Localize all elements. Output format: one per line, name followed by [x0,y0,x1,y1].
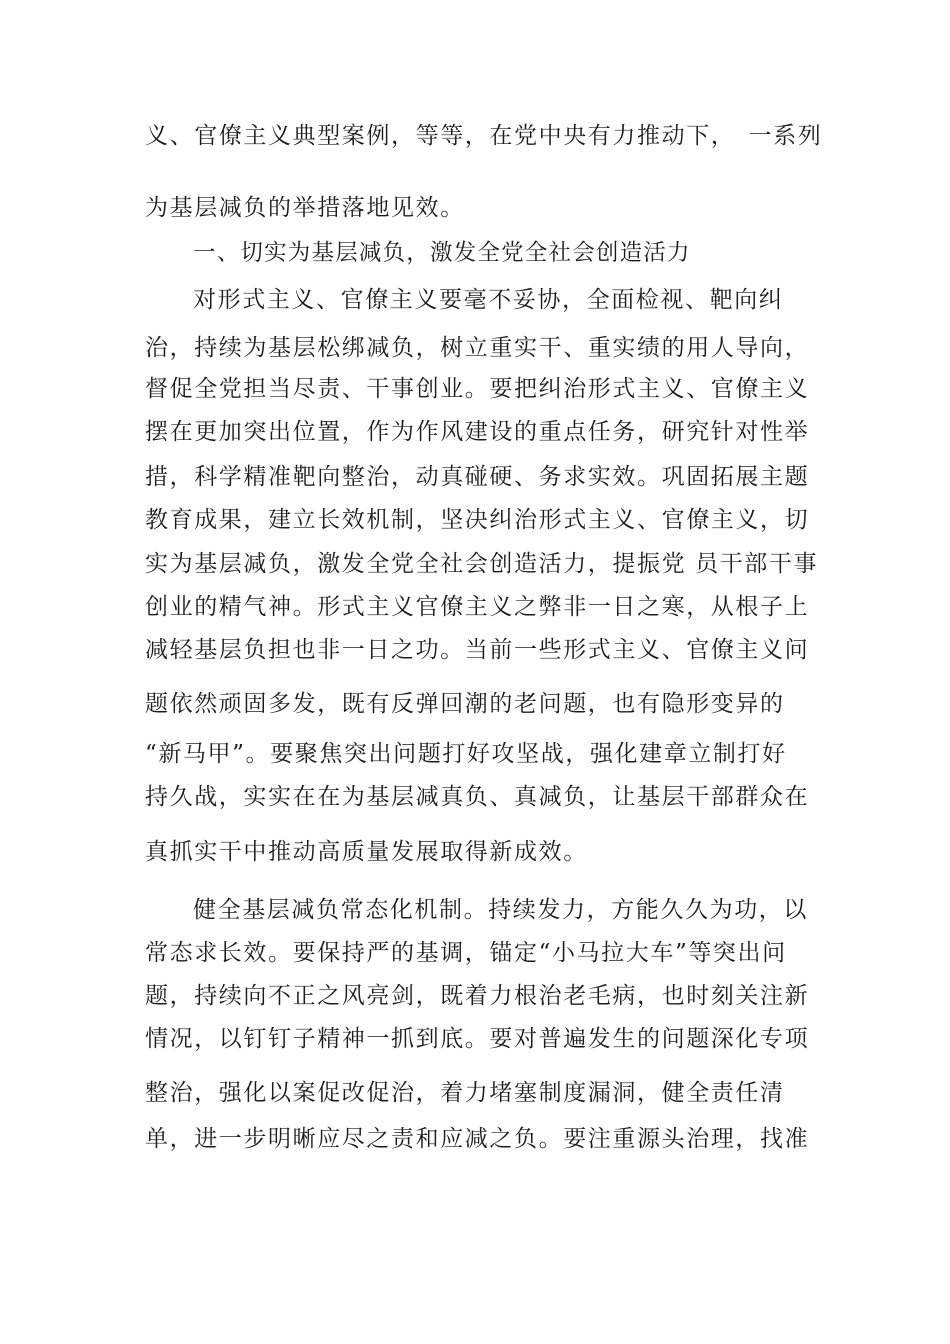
text-line: 对形式主义、官僚主义要毫不妥协，全面检视、靶向纠 [193,287,784,313]
text-line: 为基层减负的举措落地见效。 [145,195,465,221]
text-line: 题依然顽固多发，既有反弹回潮的老问题，也有隐形变异的 [145,691,785,717]
text-line: 义、官僚主义典型案例，等等，在党中央有力推动下， 一系列 [145,123,823,149]
text-line: 健全基层减负常态化机制。持续发力，方能久久为功，以 [193,897,808,923]
text-line: 减轻基层负担也非一日之功。当前一些形式主义、官僚主义问 [145,637,810,663]
text-line: 教育成果，建立长效机制，坚决纠治形式主义、官僚主义，切 [145,507,810,533]
text-line: 摆在更加突出位置，作为作风建设的重点任务，研究针对性举 [145,419,810,445]
text-line: 措，科学精准靶向整治，动真碰硬、务求实效。巩固拓展主题 [145,464,810,490]
text-line: 情况，以钉钉子精神一抓到底。要对普遍发生的问题深化专项 [145,1026,810,1052]
text-line: “新马甲”。要聚焦突出问题打好攻坚战，强化建章立制打好 [145,741,787,767]
text-line: 持久战，实实在在为基层减真负、真减负，让基层干部群众在 [145,784,810,810]
text-line: 督促全党担当尽责、干事创业。要把纠治形式主义、官僚主义 [145,376,810,402]
text-line: 常态求长效。要保持严的基调，锚定“小马拉大车”等突出问 [145,940,787,966]
section-heading: 一、切实为基层减负，激发全党全社会创造活力 [193,240,691,266]
text-line: 单，进一步明晰应尽之责和应减之负。要注重源头治理，找准 [145,1126,810,1152]
text-line: 治，持续为基层松绑减负，树立重实干、重实绩的用人导向， [145,335,810,361]
text-line: 实为基层减负，激发全党全社会创造活力，提振党 员干部干事 [145,551,819,577]
text-line: 真抓实干中推动高质量发展取得新成效。 [145,839,588,865]
text-line: 整治，强化以案促改促治，着力堵塞制度漏洞，健全责任清 [145,1080,785,1106]
text-line: 创业的精气神。形式主义官僚主义之弊非一日之寒，从根子上 [145,594,810,620]
text-line: 题，持续向不正之风亮剑，既着力根治老毛病，也时刻关注新 [145,983,810,1009]
